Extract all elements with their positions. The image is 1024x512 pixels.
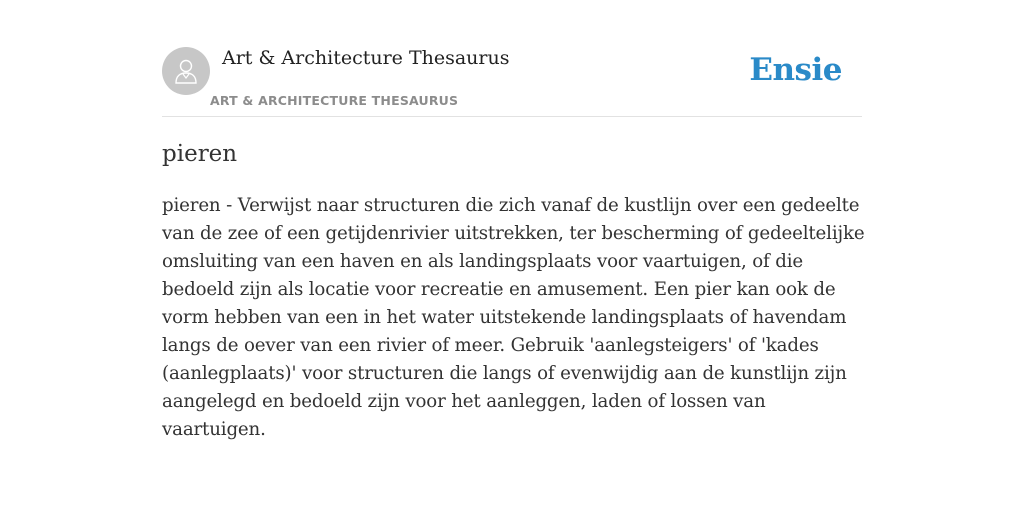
ensie-logo[interactable]: Ensie xyxy=(749,52,842,88)
source-title[interactable]: Art & Architecture Thesaurus xyxy=(222,47,510,69)
source-header xyxy=(162,46,862,117)
page-title: pieren xyxy=(162,141,238,167)
avatar[interactable] xyxy=(162,47,210,95)
source-subtitle[interactable]: ART & ARCHITECTURE THESAURUS xyxy=(210,93,459,108)
definition-text: pieren - Verwijst naar structuren die zich vanaf de kustlijn over een gedeelte van de zee of een getijdenrivier uitstrekken, ter bescherming of gedeeltelijke omsluiting van een haven en als landingsplaats voor vaartuigen, of die bedoeld zijn als locatie voor recreatie en amusement. Een pier kan ook de vorm hebben van een in het water uitstekende landingsplaats of havendam langs de oever van een rivier of meer. Gebruik 'aanlegsteigers' of 'kades (aanlegplaats)' voor structuren die langs of evenwijdig aan de kunstlijn zijn aangelegd en bedoeld zijn voor het aanleggen, laden of lossen van vaartuigen. xyxy=(162,195,865,440)
user-placeholder-icon xyxy=(172,57,200,85)
